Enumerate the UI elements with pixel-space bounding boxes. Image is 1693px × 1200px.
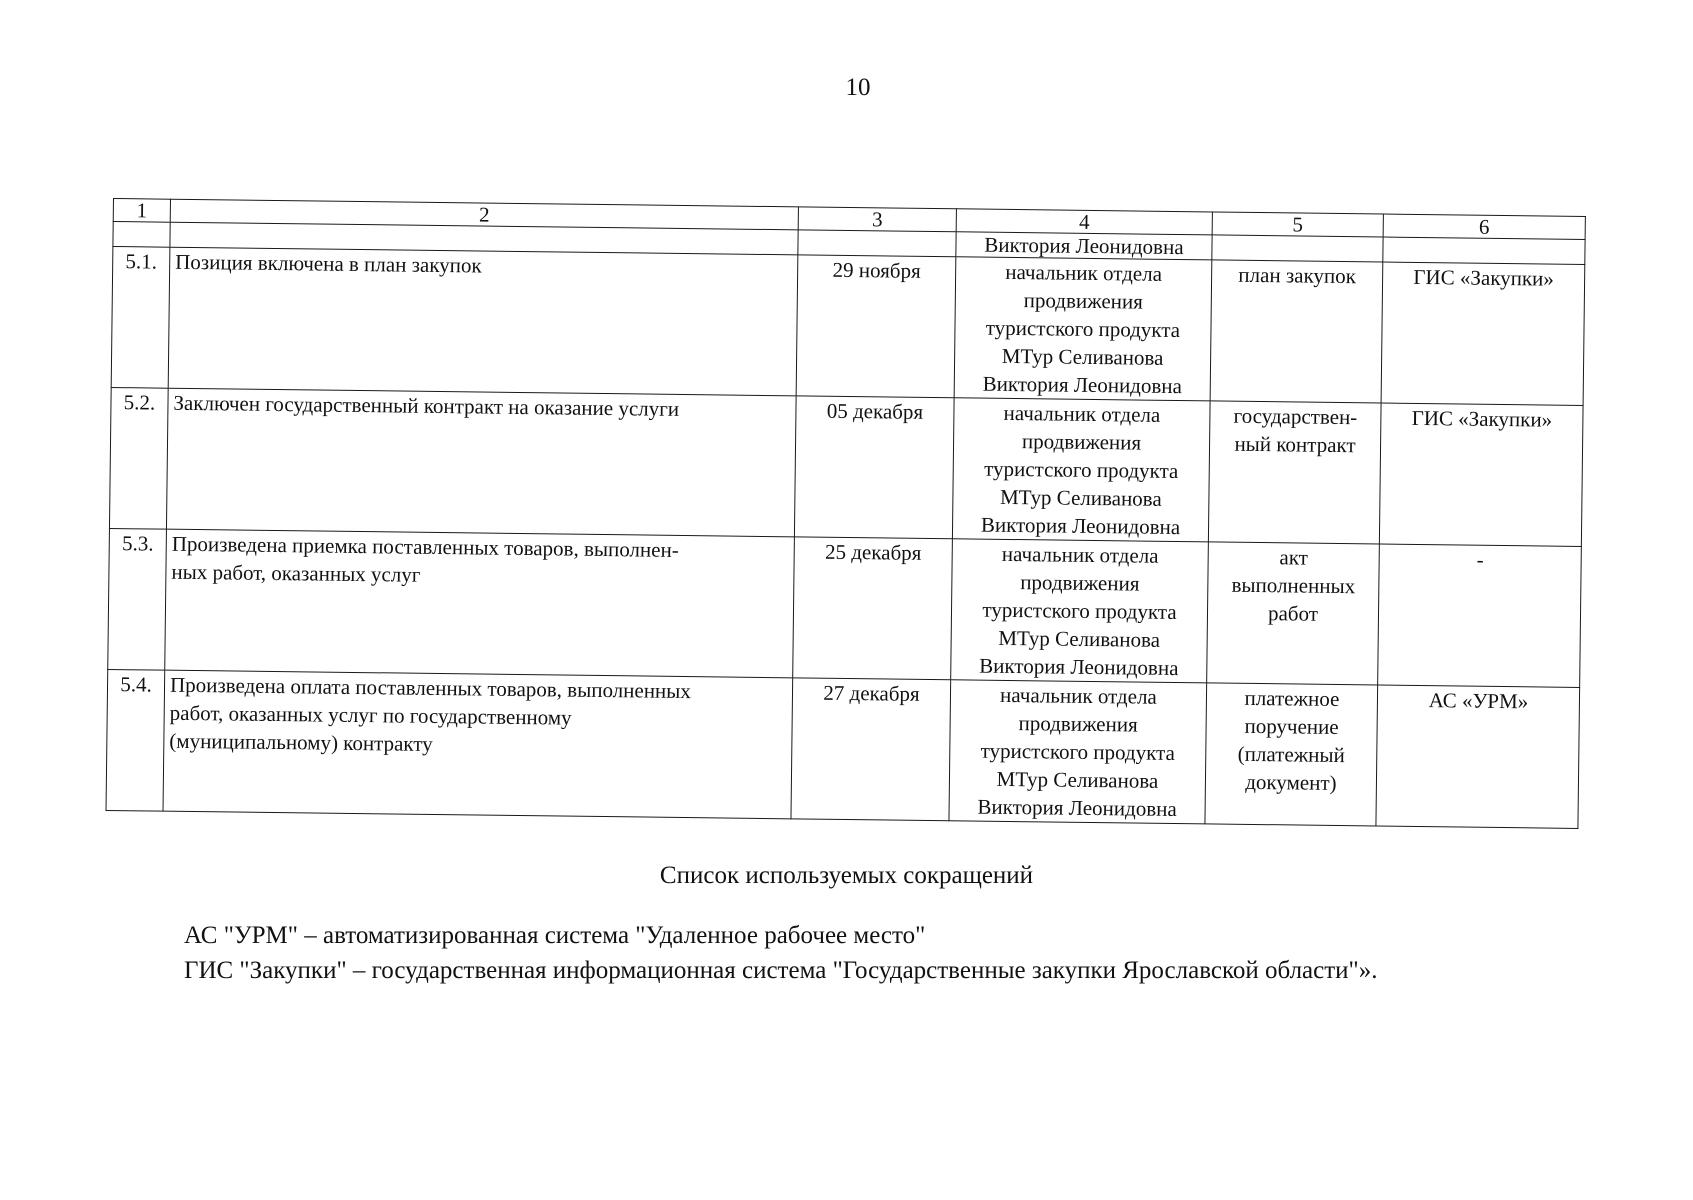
event-date: 25 декабря: [793, 537, 953, 680]
event-date: 05 декабря: [794, 396, 954, 539]
event-name: Произведена приемка поставленных товаров, выполнен- ных работ, оказанных услуг: [165, 529, 795, 678]
event-date: 27 декабря: [791, 678, 951, 821]
event-date: 29 ноября: [796, 255, 956, 398]
page-number: 10: [845, 74, 871, 101]
column-number: 5: [1212, 212, 1383, 237]
column-number: 6: [1383, 214, 1585, 239]
information-system: АС «УРМ»: [1376, 685, 1580, 828]
information-system: ГИС «Закупки»: [1379, 403, 1583, 546]
row-number: 5.4.: [106, 669, 165, 811]
table-row: [111, 247, 1585, 406]
table-row: [106, 669, 1580, 828]
row-number: 5.2.: [109, 387, 168, 529]
result-document: акт выполненных работ: [1207, 542, 1380, 685]
table-row: [109, 387, 1583, 546]
column-number: 1: [113, 199, 170, 223]
event-name: Позиция включена в план закупок: [168, 247, 798, 396]
result-document: государствен- ный контракт: [1208, 401, 1381, 544]
responsible-person: начальник отдела продвижения туристского продукта МТур Селиванова Виктория Леонидовна: [951, 539, 1209, 683]
plan-table: [106, 198, 1586, 829]
column-number: 3: [798, 207, 956, 232]
column-number: 4: [956, 209, 1212, 235]
information-system: ГИС «Закупки»: [1381, 262, 1585, 405]
responsible-person: начальник отдела продвижения туристского продукта МТур Селиванова Виктория Леонидовна: [949, 680, 1207, 824]
information-system: -: [1378, 544, 1582, 687]
responsible-person: начальник отдела продвижения туристского продукта МТур Селиванова Виктория Леонидовна: [952, 398, 1210, 542]
continuation-responsible: Виктория Леонидовна: [956, 232, 1212, 260]
responsible-person: начальник отдела продвижения туристского продукта МТур Селиванова Виктория Леонидовна: [954, 257, 1212, 401]
abbreviation-item: ГИС "Закупки" – государственная информационная система "Государственные закупки Ярославской области"».: [184, 957, 1378, 984]
row-number: 5.3.: [108, 528, 167, 670]
table-row: [108, 528, 1582, 687]
event-name: Произведена оплата поставленных товаров, выполненных работ, оказанных услуг по государственному (муниципальному) контракту: [163, 670, 793, 819]
abbreviation-item: АС "УРМ" – автоматизированная система "Удаленное рабочее место": [184, 922, 926, 949]
abbreviations-title: Список используемых сокращений: [659, 862, 1034, 889]
result-document: платежное поручение (платежный документ): [1205, 683, 1378, 826]
result-document: план закупок: [1210, 260, 1383, 403]
column-number: 2: [170, 199, 798, 230]
row-number: 5.1.: [111, 247, 170, 389]
event-name: Заключен государственный контракт на оказание услуги: [166, 388, 796, 537]
